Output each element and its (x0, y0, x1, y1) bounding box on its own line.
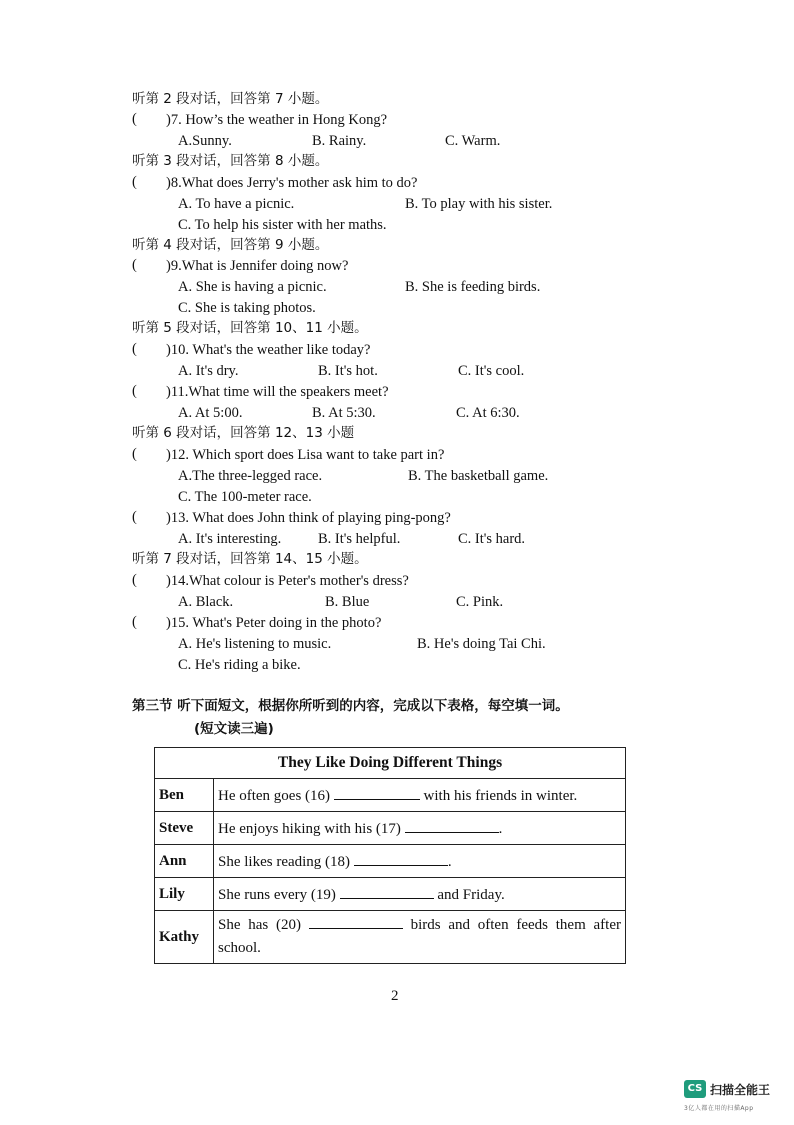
q13-option-b: B. It's helpful. (318, 531, 401, 547)
table-row (155, 911, 626, 964)
sentence-post: . (498, 821, 503, 837)
q12-option-c: C. The 100-meter race. (178, 489, 312, 505)
q10-option-b: B. It's hot. (318, 363, 378, 379)
answer-blank-19[interactable] (340, 884, 434, 899)
answer-paren: ( (132, 572, 137, 588)
section-heading-3: 听第 3 段对话，回答第 8 小题。 (132, 153, 329, 169)
q15-option-c: C. He's riding a bike. (178, 657, 301, 673)
row-name: Ben (155, 779, 214, 812)
answer-paren: ( (132, 446, 137, 462)
row-sentence (214, 812, 626, 845)
question-14: )14.What colour is Peter's mother's dress? (166, 573, 409, 589)
section3-title: 第三节 听下面短文，根据你所听到的内容，完成以下表格，每空填一词。 (132, 698, 569, 714)
sentence-pre: He often goes (16) (218, 788, 334, 804)
question-11: )11.What time will the speakers meet? (166, 384, 389, 400)
answer-paren: ( (132, 509, 137, 525)
row-name: Kathy (155, 911, 214, 964)
q9-option-b: B. She is feeding birds. (405, 279, 541, 295)
table-row (155, 845, 626, 878)
answer-blank-18[interactable] (354, 851, 448, 866)
sentence-post: birds and often feeds them after school. (218, 917, 621, 956)
camscanner-logo-icon: CS (684, 1080, 706, 1098)
q11-option-a: A. At 5:00. (178, 405, 243, 421)
q7-option-c: C. Warm. (445, 133, 501, 149)
row-sentence (214, 878, 626, 911)
q12-option-b: B. The basketball game. (408, 468, 549, 484)
question-12: )12. Which sport does Lisa want to take part in? (166, 447, 445, 463)
watermark-tagline: 3亿人都在用的扫描App (684, 1105, 754, 1112)
row-sentence (214, 845, 626, 878)
q9-option-a: A. She is having a picnic. (178, 279, 327, 295)
sentence-pre: She likes reading (18) (218, 854, 354, 870)
section-heading-7: 听第 7 段对话，回答第 14、15 小题。 (132, 551, 368, 567)
q10-option-a: A. It's dry. (178, 363, 239, 379)
sentence-pre: He enjoys hiking with his (17) (218, 821, 405, 837)
answer-paren: ( (132, 174, 137, 190)
row-name: Lily (155, 878, 214, 911)
q9-option-c: C. She is taking photos. (178, 300, 316, 316)
table-row (155, 812, 626, 845)
q14-option-a: A. Black. (178, 594, 234, 610)
question-10: )10. What's the weather like today? (166, 342, 371, 358)
q11-option-c: C. At 6:30. (456, 405, 520, 421)
row-sentence (214, 779, 626, 812)
section-heading-5: 听第 5 段对话，回答第 10、11 小题。 (132, 320, 368, 336)
sentence-pre: She has (20) (218, 917, 309, 933)
answer-paren: ( (132, 111, 137, 127)
q14-option-b: B. Blue (325, 594, 370, 610)
q14-option-c: C. Pink. (456, 594, 504, 610)
sentence-post: with his friends in winter. (419, 788, 578, 804)
q7-option-b: B. Rainy. (312, 133, 367, 149)
answer-blank-20[interactable] (309, 914, 403, 929)
q7-option-a: A.Sunny. (178, 133, 232, 149)
section-heading-4: 听第 4 段对话，回答第 9 小题。 (132, 237, 329, 253)
table-heading: They Like Doing Different Things (155, 748, 626, 779)
row-sentence (214, 911, 626, 964)
page-number: 2 (391, 988, 399, 1004)
section-heading-6: 听第 6 段对话，回答第 12、13 小题 (132, 425, 355, 441)
q8-option-c: C. To help his sister with her maths. (178, 217, 387, 233)
sentence-post: . (447, 854, 452, 870)
question-7: )7. How’s the weather in Hong Kong? (166, 112, 388, 128)
section3-note: (短文读三遍) (194, 721, 274, 737)
question-9: )9.What is Jennifer doing now? (166, 258, 349, 274)
question-8: )8.What does Jerry's mother ask him to do? (166, 175, 418, 191)
table-row (155, 878, 626, 911)
question-15: )15. What's Peter doing in the photo? (166, 615, 382, 631)
row-name: Ann (155, 845, 214, 878)
sentence-pre: She runs every (19) (218, 887, 340, 903)
question-13: )13. What does John think of playing ping-pong? (166, 510, 451, 526)
answer-paren: ( (132, 341, 137, 357)
q13-option-a: A. It's interesting. (178, 531, 282, 547)
sentence-post: and Friday. (433, 887, 505, 903)
row-name: Steve (155, 812, 214, 845)
q8-option-a: A. To have a picnic. (178, 196, 295, 212)
answer-paren: ( (132, 383, 137, 399)
watermark-brand: 扫描全能王 (710, 1083, 771, 1097)
answer-paren: ( (132, 614, 137, 630)
table-row (155, 779, 626, 812)
q11-option-b: B. At 5:30. (312, 405, 376, 421)
q10-option-c: C. It's cool. (458, 363, 525, 379)
answer-blank-17[interactable] (405, 818, 499, 833)
q15-option-a: A. He's listening to music. (178, 636, 332, 652)
q12-option-a: A.The three-legged race. (178, 468, 323, 484)
q15-option-b: B. He's doing Tai Chi. (417, 636, 546, 652)
q13-option-c: C. It's hard. (458, 531, 526, 547)
answer-blank-16[interactable] (334, 785, 420, 800)
answer-paren: ( (132, 257, 137, 273)
fill-in-table (154, 747, 626, 964)
section-heading-2: 听第 2 段对话，回答第 7 小题。 (132, 91, 329, 107)
q8-option-b: B. To play with his sister. (405, 196, 553, 212)
